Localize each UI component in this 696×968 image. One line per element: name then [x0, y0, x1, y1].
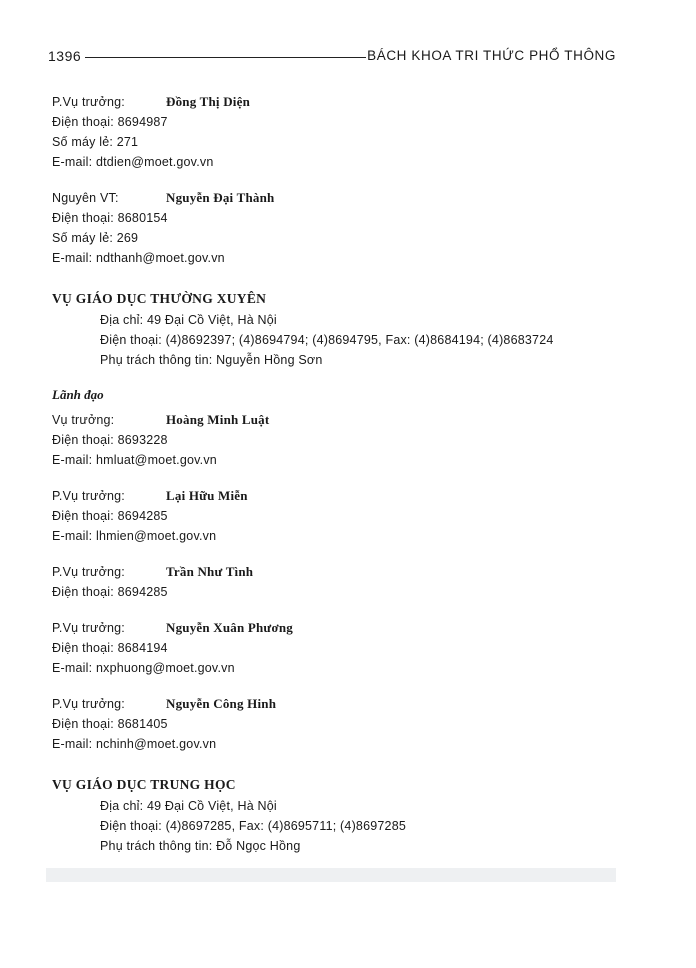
leader-name: Nguyễn Xuân Phương [166, 620, 293, 635]
leader-email: E-mail: nchinh@moet.gov.vn [52, 737, 217, 751]
leader-phone: Điện thoại: 8694285 [52, 509, 168, 523]
department-title: VỤ GIÁO DỤC TRUNG HỌC [52, 777, 236, 792]
spacer [52, 754, 652, 774]
page-content [52, 92, 652, 856]
leader-phone: Điện thoại: 8694285 [52, 585, 168, 599]
leader-phone: Điện thoại: 8693228 [52, 433, 168, 447]
leader-name: Lại Hữu Miễn [166, 488, 248, 503]
leadership-heading: Lãnh đạo [52, 387, 104, 402]
contact-email: E-mail: dtdien@moet.gov.vn [52, 155, 214, 169]
page-header [48, 46, 616, 68]
spacer [52, 470, 652, 486]
contact-role: P.Vụ trưởng: [52, 95, 125, 109]
leader-role-line [52, 618, 652, 638]
leader-name: Nguyễn Công Hinh [166, 696, 277, 711]
spacer [52, 370, 652, 384]
department-info-contact: Phụ trách thông tin: Nguyễn Hồng Sơn [100, 353, 323, 367]
leader-email: E-mail: lhmien@moet.gov.vn [52, 529, 217, 543]
department-phone: Điện thoại: (4)8697285, Fax: (4)8695711; (4)8697285 [100, 819, 407, 833]
department-title: VỤ GIÁO DỤC THƯỜNG XUYÊN [52, 291, 267, 306]
contact-extension: Số máy lẻ: 269 [52, 231, 139, 245]
leader-role: P.Vụ trưởng: [52, 489, 125, 503]
leader-name: Hoàng Minh Luật [166, 412, 270, 427]
department-address: Địa chỉ: 49 Đại Cồ Việt, Hà Nội [100, 799, 277, 813]
spacer [52, 172, 652, 188]
spacer [52, 268, 652, 288]
leader-role: Vụ trưởng: [52, 413, 115, 427]
leader-role-line [52, 410, 652, 430]
scan-shading [46, 868, 616, 882]
leader-phone: Điện thoại: 8681405 [52, 717, 168, 731]
contact-phone: Điện thoại: 8694987 [52, 115, 168, 129]
contact-name: Đồng Thị Diện [166, 94, 250, 109]
contact-email: E-mail: ndthanh@moet.gov.vn [52, 251, 225, 265]
contact-role-line [52, 92, 652, 112]
leader-role: P.Vụ trưởng: [52, 697, 125, 711]
leader-name: Trần Như Tình [166, 564, 254, 579]
department-phone: Điện thoại: (4)8692397; (4)8694794; (4)8694795, Fax: (4)8684194; (4)8683724 [100, 333, 554, 347]
contact-name: Nguyễn Đại Thành [166, 190, 275, 205]
header-rule [85, 57, 366, 58]
leader-role: P.Vụ trưởng: [52, 621, 125, 635]
leader-email: E-mail: nxphuong@moet.gov.vn [52, 661, 235, 675]
page-number: 1396 [48, 48, 82, 64]
leader-role-line [52, 694, 652, 714]
spacer [52, 602, 652, 618]
contact-phone: Điện thoại: 8680154 [52, 211, 168, 225]
leader-role: P.Vụ trưởng: [52, 565, 125, 579]
leader-phone: Điện thoại: 8684194 [52, 641, 168, 655]
book-title: BÁCH KHOA TRI THỨC PHỔ THÔNG [367, 48, 616, 63]
spacer [52, 678, 652, 694]
leader-role-line [52, 562, 652, 582]
leader-role-line [52, 486, 652, 506]
contact-extension: Số máy lẻ: 271 [52, 135, 139, 149]
contact-role-line [52, 188, 652, 208]
department-address: Địa chỉ: 49 Đại Cồ Việt, Hà Nội [100, 313, 277, 327]
department-info-contact: Phụ trách thông tin: Đỗ Ngọc Hồng [100, 839, 301, 853]
spacer [52, 546, 652, 562]
leader-email: E-mail: hmluat@moet.gov.vn [52, 453, 217, 467]
contact-role: Nguyên VT: [52, 191, 119, 205]
